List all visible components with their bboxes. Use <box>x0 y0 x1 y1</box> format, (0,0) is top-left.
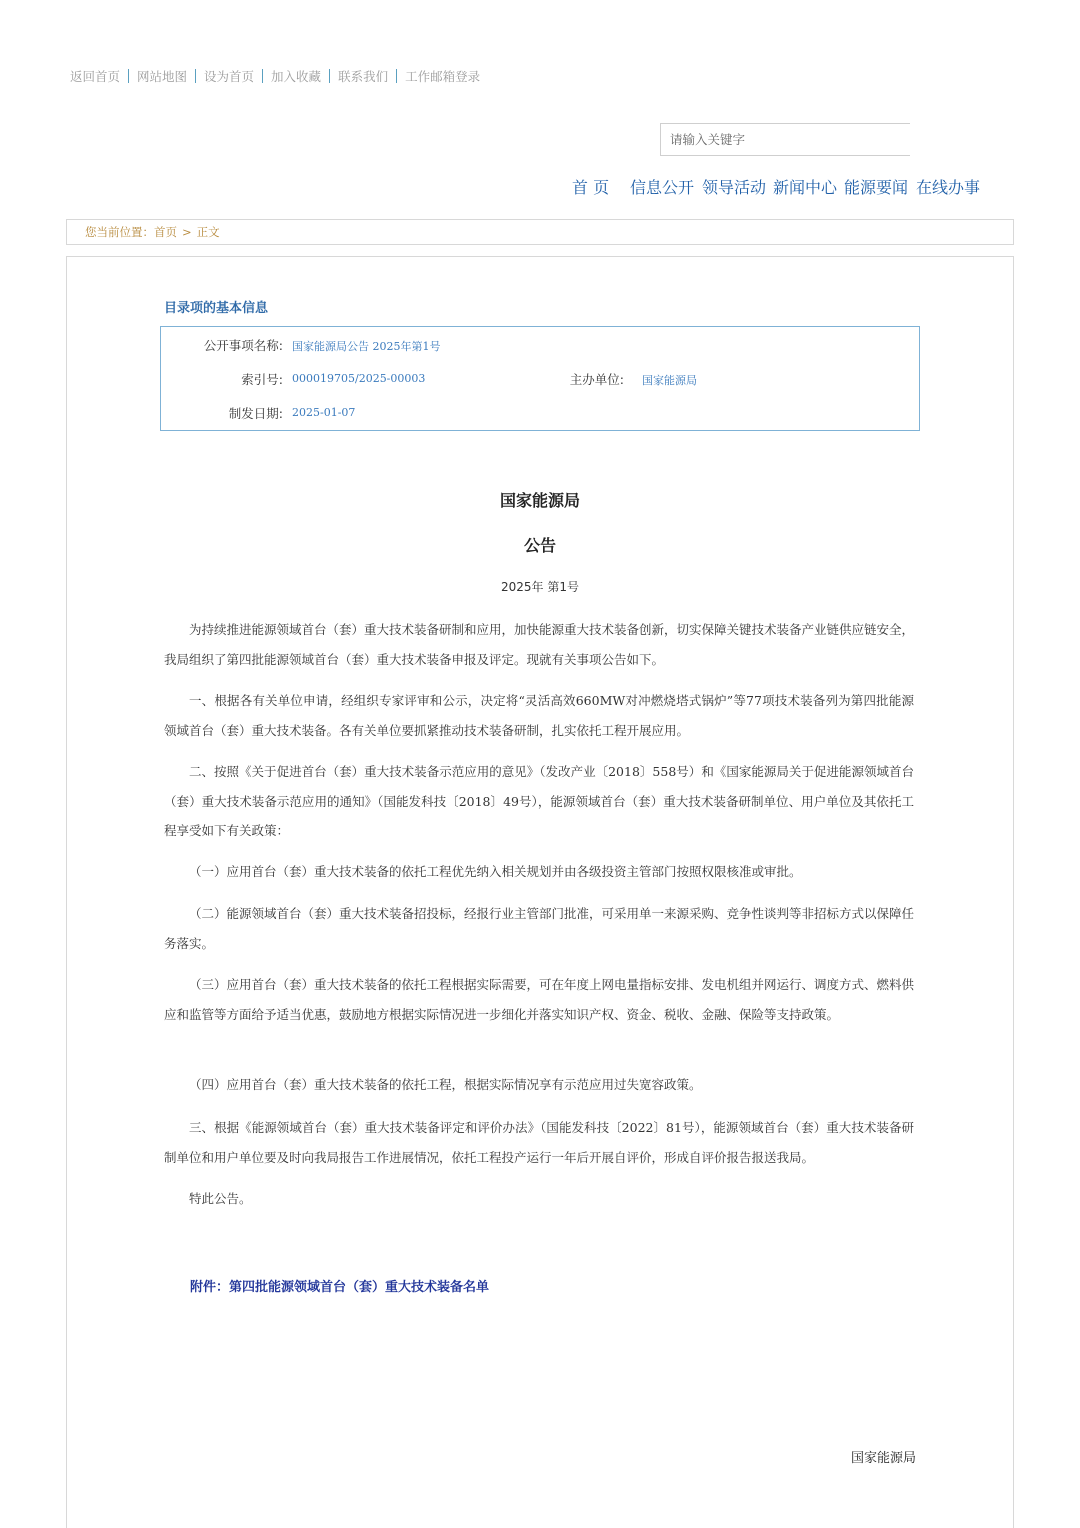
content-panel <box>66 256 1014 1528</box>
search-input[interactable] <box>660 123 910 156</box>
link-separator <box>195 69 196 83</box>
top-link-add-favorite[interactable]: 加入收藏 <box>271 69 322 84</box>
field-value-host-unit: 国家能源局 <box>642 374 697 387</box>
link-separator <box>128 69 129 83</box>
breadcrumb <box>66 219 1014 245</box>
top-link-work-email[interactable]: 工作邮箱登录 <box>405 69 481 84</box>
document-paragraph: 一、根据各有关单位申请，经组织专家评审和公示，决定将“灵活高效660MW对冲燃烧塔式锅炉”等77项技术装备列为第四批能源领域首台（套）重大技术装备。各有关单位要抓紧推动技术装备研制，扎实依托工程开展应用。 <box>164 693 914 738</box>
breadcrumb-prefix: 您当前位置： <box>85 225 154 239</box>
top-link-set-homepage[interactable]: 设为首页 <box>204 69 255 84</box>
document-paragraph: （二）能源领域首台（套）重大技术装备招投标，经报行业主管部门批准，可采用单一来源采购、竞争性谈判等非招标方式以保障任务落实。 <box>164 906 915 951</box>
document-number: 2025年 第1号 <box>501 580 579 594</box>
nav-item-news[interactable]: 新闻中心 <box>773 178 838 197</box>
field-label-index-no: 索引号: <box>241 372 283 387</box>
link-separator <box>262 69 263 83</box>
document-signature: 国家能源局 <box>851 1451 917 1466</box>
document-type: 公告 <box>523 536 556 555</box>
breadcrumb-current: 正文 <box>196 225 220 239</box>
document-issuer: 国家能源局 <box>499 491 580 510</box>
document-paragraph: （三）应用首台（套）重大技术装备的依托工程根据实际需要，可在年度上网电量指标安排、发电机组并网运行、调度方式、燃料供应和监管等方面给予适当优惠，鼓励地方根据实际情况进一步细化并落实知识产权、资金、税收、金融、保险等支持政策。 <box>164 977 915 1022</box>
nav-item-info-disclosure[interactable]: 信息公开 <box>630 178 695 197</box>
document-paragraph: 特此公告。 <box>189 1191 252 1206</box>
breadcrumb-arrow-icon: > <box>182 225 192 239</box>
link-separator <box>396 69 397 83</box>
document-paragraph: （四）应用首台（套）重大技术装备的依托工程，根据实际情况享有示范应用过失宽容政策。 <box>189 1077 702 1092</box>
top-utility-links <box>70 66 480 86</box>
main-nav <box>0 175 1080 199</box>
top-link-sitemap[interactable]: 网站地图 <box>137 69 188 84</box>
field-value-item-name: 国家能源局公告 2025年第1号 <box>292 340 441 353</box>
field-value-index-no: 000019705/2025-00003 <box>292 372 426 385</box>
nav-item-online-services[interactable]: 在线办事 <box>916 178 981 197</box>
document-paragraph: 三、根据《能源领域首台（套）重大技术装备评定和评价办法》（国能发科技〔2022〕81号），能源领域首台（套）重大技术装备研制单位和用户单位要及时向我局报告工作进展情况，依托工程投产运行一年后开展自评价，形成自评价报告报送我局。 <box>164 1120 914 1165</box>
document-paragraph: （一）应用首台（套）重大技术装备的依托工程优先纳入相关规划并由各级投资主管部门按照权限核准或审批。 <box>189 864 802 879</box>
nav-item-home[interactable]: 首 页 <box>572 178 610 197</box>
breadcrumb-home-link[interactable]: 首页 <box>154 225 177 239</box>
attachment-link[interactable]: 附件：第四批能源领域首台（套）重大技术装备名单 <box>190 1280 490 1295</box>
top-link-contact[interactable]: 联系我们 <box>338 69 389 84</box>
top-link-home[interactable]: 返回首页 <box>70 69 121 84</box>
nav-item-leadership[interactable]: 领导活动 <box>702 178 767 197</box>
document-paragraph: 为持续推进能源领域首台（套）重大技术装备研制和应用，加快能源重大技术装备创新，切实保障关键技术装备产业链供应链安全，我局组织了第四批能源领域首台（套）重大技术装备申报及评定。现就有关事项公告如下。 <box>164 622 915 667</box>
catalog-title: 目录项的基本信息 <box>164 301 269 316</box>
field-value-issue-date: 2025-01-07 <box>292 406 356 419</box>
field-label-host-unit: 主办单位: <box>569 372 624 387</box>
field-label-issue-date: 制发日期: <box>228 406 283 421</box>
link-separator <box>329 69 330 83</box>
document-paragraph: 二、按照《关于促进首台（套）重大技术装备示范应用的意见》（发改产业〔2018〕558号）和《国家能源局关于促进能源领域首台（套）重大技术装备示范应用的通知》（国能发科技〔2018〕49号），能源领域首台（套）重大技术装备研制单位、用户单位及其依托工程享受如下有关政策： <box>164 764 914 838</box>
nav-item-energy-news[interactable]: 能源要闻 <box>844 178 909 197</box>
field-label-item-name: 公开事项名称: <box>203 338 283 353</box>
